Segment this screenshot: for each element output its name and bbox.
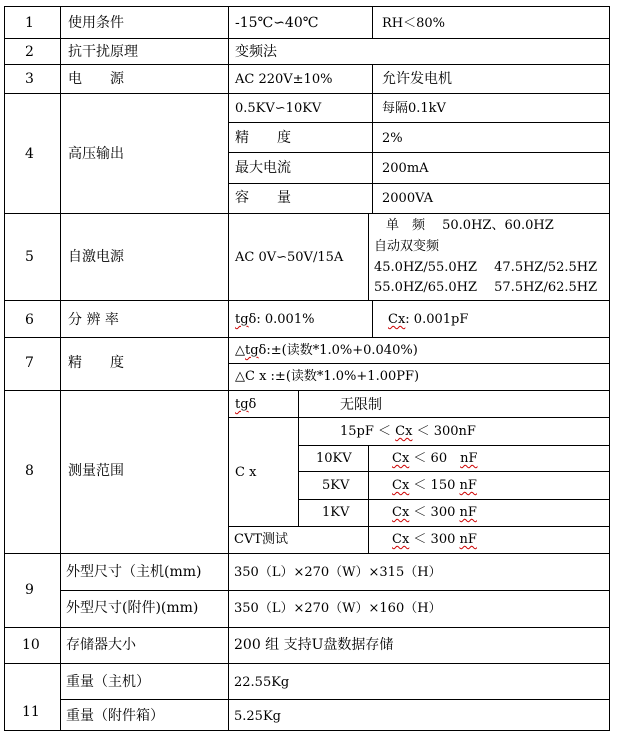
row-6-value-tg: tg [235,312,249,327]
row-5-value: AC 0V∽50V/15A [235,250,344,265]
row-8-voltage-1kv: 1KV [322,505,350,520]
row-1-value: -15℃∽40℃ [235,15,319,31]
row-7-line-1-rest: δ:±(读数*1.0%+0.040%) [258,343,418,358]
row-5-freq-line-2: 自动双变频 [374,239,440,254]
row-7-item: 精 度 [68,355,124,371]
row-8-limit-10kv-unit: nF [460,451,478,466]
row-4-sub-3-label: 最大电流 [235,160,291,176]
row-4-sub-2-label: 精 度 [235,130,291,146]
row-8-limit-10kv-val: ＜ 60 [409,451,461,466]
row-4-sub-1-value: 每隔0.1kV [382,101,446,116]
row-8-tg-label-delta: δ [248,397,257,412]
row-8-cx-label: C x [235,465,257,480]
row-4-number: 4 [25,146,34,162]
row-4-sub-3-value: 200mA [382,161,429,176]
row-5-freq-line-1: 单 频 50.0HZ、60.0HZ [386,218,554,233]
row-8-cvt-limit-cx: Cx [392,532,410,547]
row-8-limit-10kv-cx: Cx [392,451,410,466]
row-8-number: 8 [25,463,34,479]
row-11-item-2: 重量（附件箱） [66,708,164,724]
row-8-cx-range [340,424,476,440]
row-7-line-1 [235,343,418,359]
row-9-item-1: 外型尺寸（主机(mm) [66,564,202,580]
row-5-freq-line-3: 45.0HZ/55.0HZ 47.5HZ/52.5HZ [374,260,598,275]
row-4-sub-2-value: 2% [382,131,403,146]
row-6-value-2-cx: Cx [388,312,406,327]
row-10-number: 10 [22,637,40,653]
row-3-number: 3 [25,71,34,87]
row-8-voltage-5kv: 5KV [322,478,350,493]
row-10-value: 200 组 支持U盘数据存储 [234,637,394,653]
row-4-sub-4-value: 2000VA [382,191,433,206]
row-1-number: 1 [25,15,34,31]
row-8-limit-1kv-val: ＜ 300 [409,505,460,520]
row-8-limit-5kv-val: ＜ 150 [409,478,460,493]
row-5-item: 自激电源 [68,249,124,265]
row-3-value: AC 220V±10% [235,72,333,87]
row-8-tg-label [235,397,256,413]
row-3-value-2: 允许发电机 [382,71,452,87]
row-8-cx-range-a: 15pF ＜ [340,424,396,439]
row-8-tg-label-tg: tg [235,397,249,412]
row-7-line-1-delta: △ [235,343,245,358]
row-11-item-1: 重量（主机） [66,674,150,690]
row-9-value-1: 350（L）×270（W）×315（H） [234,565,442,580]
row-4-item: 高压输出 [68,146,124,162]
row-7-line-2: △C x :±(读数*1.0%+1.00PF) [235,369,420,384]
row-4-sub-4-label: 容 量 [235,190,291,206]
row-8-cx-range-c: ＜ 300nF [412,424,476,439]
row-8-cvt-limit-val: ＜ 300 [409,532,460,547]
row-7-number: 7 [25,355,34,371]
row-8-cvt-label: CVT测试 [234,532,289,547]
row-5-number: 5 [25,249,34,265]
row-6-value-2 [388,312,468,328]
row-6-number: 6 [25,312,34,328]
row-6-value-rest: δ: 0.001% [248,312,315,327]
row-8-limit-5kv [392,478,477,494]
row-6-item: 分 辨 率 [68,312,119,328]
row-11-value-1: 22.55Kg [234,675,290,690]
row-8-limit-10kv [392,451,478,467]
row-8-cvt-limit-unit: nF [459,532,477,547]
row-9-value-2: 350（L）×270（W）×160（H） [234,601,442,616]
row-8-tg-value: 无限制 [340,397,382,413]
row-7-line-1-tg: tg [245,343,259,358]
row-8-limit-5kv-cx: Cx [392,478,410,493]
row-8-cx-range-cx: Cx [395,424,413,439]
row-2-number: 2 [25,44,34,60]
row-5-freq-line-4: 55.0HZ/65.0HZ 57.5HZ/62.5HZ [374,280,598,295]
row-11-number: 11 [22,704,40,720]
row-8-cvt-limit [392,532,477,548]
row-8-limit-1kv [392,505,477,521]
row-8-limit-5kv-unit: nF [459,478,477,493]
row-9-number: 9 [25,582,34,598]
row-8-item: 测量范围 [68,463,124,479]
row-10-item: 存储器大小 [66,637,136,653]
row-9-item-2: 外型尺寸(附件)(mm) [66,600,199,616]
row-3-item: 电 源 [68,71,124,87]
row-8-limit-1kv-cx: Cx [392,505,410,520]
row-8-voltage-10kv: 10KV [316,451,352,466]
row-6-value-2-rest: : 0.001pF [405,312,469,327]
row-2-value: 变频法 [235,44,277,60]
row-2-item: 抗干扰原理 [68,44,138,60]
row-1-item: 使用条件 [68,15,124,31]
row-8-limit-1kv-unit: nF [459,505,477,520]
row-1-value-2: RH＜80% [382,16,446,31]
row-6-value [235,312,314,328]
row-11-value-2: 5.25Kg [234,709,281,724]
row-4-sub-1-label: 0.5KV∽10KV [235,101,322,116]
